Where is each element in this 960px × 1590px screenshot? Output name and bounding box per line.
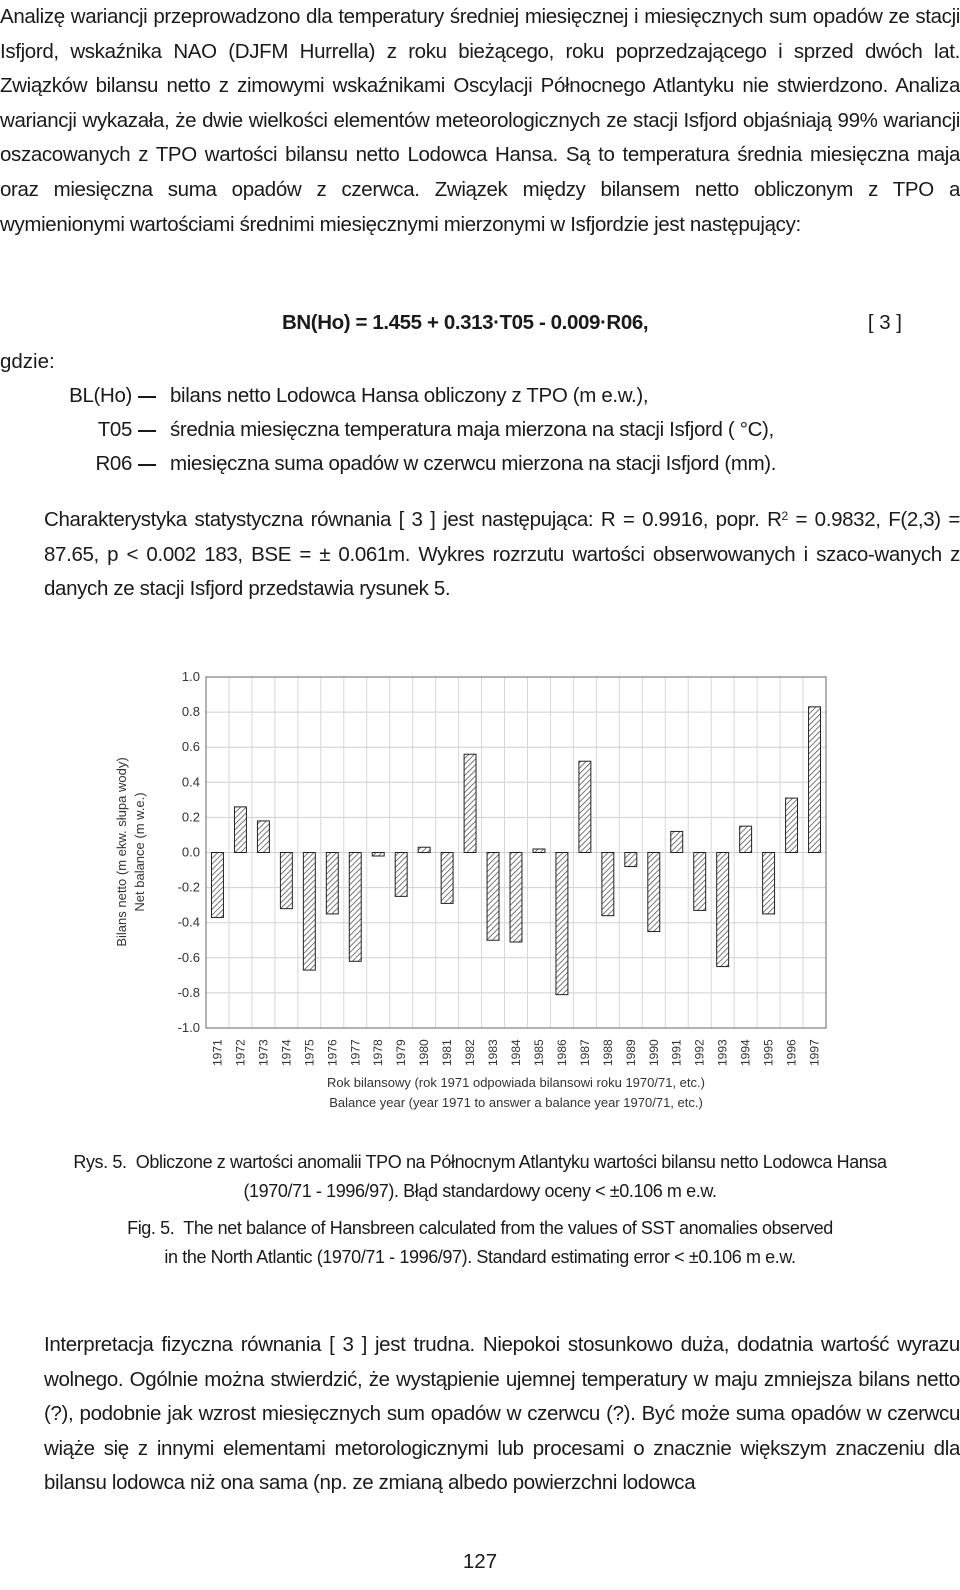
x-tick-label: 1996 bbox=[784, 1039, 799, 1066]
variable-description: bilans netto Lodowca Hansa obliczony z TPO (m e.w.), bbox=[170, 384, 649, 407]
page-number: 127 bbox=[462, 1550, 498, 1573]
bar-1982 bbox=[464, 754, 476, 852]
bar-1974 bbox=[280, 853, 292, 909]
paragraph-interpretation bbox=[0, 1328, 960, 1501]
variable-row bbox=[0, 413, 960, 447]
variable-row bbox=[0, 447, 960, 481]
bar-1989 bbox=[625, 853, 637, 867]
y-tick-label: -0.8 bbox=[177, 984, 200, 1000]
x-tick-label: 1985 bbox=[531, 1039, 546, 1066]
x-tick-label: 1993 bbox=[715, 1039, 730, 1066]
paragraph-intro-text: Analizę wariancji przeprowadzono dla temperatury średniej miesięcznej i miesięcznych sum opadów ze stacji Isfjord, wskaźnika NAO (DJFM Hurrella) z roku bieżącego, roku poprzedzającego i sprzed dwóch lat. Związków bilansu netto z zimowymi wskaźnikami Oscylacji Północnego Atlantyku nie stwierdzono. Analiza wariancji wykazała, że dwie wielkości elementów meteorologicznych ze stacji Isfjord objaśniają 99% wariancji oszacowanych z TPO wartości bilansu netto Lodowca Hansa. Są to temperatura średnia miesięczna maja oraz miesięczna suma opadów z czerwca. Związek między bilansem netto obliczonym z TPO a wymienionymi wartościami średnimi miesięcznymi mierzonymi w Isfjordzie jest następujący: bbox=[0, 5, 960, 236]
x-tick-label: 1980 bbox=[417, 1039, 432, 1066]
bar-1983 bbox=[487, 853, 499, 941]
variable-dash bbox=[138, 396, 156, 398]
variable-row bbox=[0, 379, 960, 413]
bar-1971 bbox=[212, 853, 224, 918]
y-tick-label: 0.0 bbox=[181, 844, 200, 860]
x-tick-label: 1987 bbox=[577, 1039, 592, 1066]
x-tick-label: 1974 bbox=[279, 1039, 294, 1066]
stats-text-part2: = 0.9832, F(2,3) = 87.65, p < 0.002 183, BSE = ± 0.061m. Wykres rozrzutu wartości obserwowanych i szaco-wanych z danych ze stacji Isfjord przedstawia rysunek 5. bbox=[44, 508, 960, 601]
bar-1984 bbox=[510, 853, 522, 943]
caption-pl-text1: Obliczone z wartości anomalii TPO na Północnym Atlantyku wartości bilansu netto Lodowca Hansa bbox=[135, 1152, 887, 1172]
caption-en-line1 bbox=[0, 1214, 960, 1243]
y-axis-label-en: Net balance (m w.e.) bbox=[132, 792, 147, 912]
bar-1979 bbox=[395, 853, 407, 897]
bar-1985 bbox=[533, 849, 545, 853]
y-tick-label: 0.6 bbox=[181, 739, 200, 755]
x-tick-label: 1979 bbox=[394, 1039, 409, 1066]
caption-en-label: Fig. 5. bbox=[127, 1218, 175, 1238]
x-tick-label: 1986 bbox=[554, 1039, 569, 1066]
bar-1992 bbox=[694, 853, 706, 911]
x-tick-label: 1983 bbox=[486, 1039, 501, 1066]
y-tick-label: -1.0 bbox=[177, 1020, 200, 1035]
paragraph-interpretation-text: Interpretacja fizyczna równania [ 3 ] jest trudna. Niepokoi stosunkowo duża, dodatnia wartość wyrazu wolnego. Ogólnie można stwierdzić, że wystąpienie ujemnej temperatury w maju zmniejsza bilans netto (?), podobnie jak wzrost miesięcznych sum opadów w czerwcu (?). Być może suma opadów w czerwcu wiąże się z innymi elementami metorologicznymi lub procesami o znacznie większym znaczeniu dla bilansu lodowca niż ona sama (np. ze zmianą albedo powierzchni lodowca bbox=[44, 1333, 960, 1495]
bar-1994 bbox=[740, 826, 752, 852]
r-squared-superscript: 2 bbox=[781, 509, 788, 523]
bar-1972 bbox=[234, 807, 246, 853]
figure-caption-pl bbox=[0, 1148, 960, 1206]
paragraph-intro bbox=[0, 0, 960, 242]
y-tick-label: 1.0 bbox=[181, 669, 200, 684]
bar-1976 bbox=[326, 853, 338, 914]
bar-1978 bbox=[372, 853, 384, 857]
equation-row bbox=[0, 311, 960, 345]
x-tick-label: 1971 bbox=[210, 1039, 225, 1066]
y-tick-label: 0.4 bbox=[181, 774, 200, 790]
y-tick-label: -0.2 bbox=[177, 879, 200, 895]
x-tick-label: 1989 bbox=[623, 1039, 638, 1066]
x-tick-label: 1977 bbox=[348, 1039, 363, 1066]
bar-1973 bbox=[257, 821, 269, 853]
caption-en-line2: in the North Atlantic (1970/71 - 1996/97). Standard estimating error < ±0.106 m e.w. bbox=[164, 1247, 796, 1267]
figure-5-chart bbox=[96, 657, 860, 1131]
x-tick-label: 1994 bbox=[738, 1039, 753, 1066]
x-tick-label: 1982 bbox=[463, 1039, 478, 1066]
x-tick-label: 1972 bbox=[233, 1039, 248, 1066]
variable-description: średnia miesięczna temperatura maja mierzona na stacji Isfjord ( °C), bbox=[170, 418, 774, 441]
variable-dash bbox=[138, 430, 156, 432]
bar-1981 bbox=[441, 853, 453, 904]
x-tick-label: 1975 bbox=[302, 1039, 317, 1066]
bar-1980 bbox=[418, 847, 430, 852]
paragraph-statistics bbox=[0, 499, 960, 607]
bar-1975 bbox=[303, 853, 315, 971]
bar-1991 bbox=[671, 831, 683, 852]
bar-1977 bbox=[349, 853, 361, 962]
x-axis-label-en: Balance year (year 1971 to answer a balance year 1970/71, etc.) bbox=[329, 1095, 703, 1110]
variable-description: miesięczna suma opadów w czerwcu mierzona na stacji Isfjord (mm). bbox=[170, 452, 777, 475]
x-tick-label: 1992 bbox=[692, 1039, 707, 1066]
variable-symbol: T05 bbox=[97, 418, 132, 441]
x-tick-label: 1973 bbox=[256, 1039, 271, 1066]
x-tick-label: 1988 bbox=[600, 1039, 615, 1066]
where-label: gdzie: bbox=[0, 350, 55, 373]
caption-en-text1: The net balance of Hansbreen calculated from the values of SST anomalies observed bbox=[183, 1218, 833, 1238]
variable-dash bbox=[138, 464, 156, 466]
x-tick-label: 1997 bbox=[807, 1039, 822, 1066]
figure-caption-en bbox=[0, 1214, 960, 1272]
x-tick-label: 1978 bbox=[371, 1039, 386, 1066]
x-tick-label: 1981 bbox=[440, 1039, 455, 1066]
variable-symbol: R06 bbox=[95, 452, 132, 475]
caption-pl-label: Rys. 5. bbox=[73, 1152, 127, 1172]
x-tick-label: 1990 bbox=[646, 1039, 661, 1066]
y-tick-label: 0.2 bbox=[181, 809, 200, 825]
paragraph-statistics-text bbox=[0, 499, 960, 607]
variable-symbol: BL(Ho) bbox=[69, 384, 132, 407]
x-tick-label: 1984 bbox=[509, 1039, 523, 1066]
x-tick-label: 1991 bbox=[669, 1039, 684, 1066]
bar-1988 bbox=[602, 853, 614, 916]
net-balance-bar-chart bbox=[96, 657, 860, 1131]
stats-text-part1: Charakterystyka statystyczna równania [ 3 ] jest następująca: R = 0.9916, popr. R bbox=[44, 508, 782, 531]
x-tick-label: 1976 bbox=[325, 1039, 340, 1066]
y-tick-label: -0.4 bbox=[177, 914, 200, 930]
bar-1986 bbox=[556, 853, 568, 995]
bar-1993 bbox=[717, 853, 729, 967]
equation-number: [ 3 ] bbox=[867, 311, 902, 334]
caption-pl-line2: (1970/71 - 1996/97). Błąd standardowy oceny < ±0.106 m e.w. bbox=[243, 1181, 717, 1201]
y-tick-label: 0.8 bbox=[181, 704, 200, 720]
y-tick-label: -0.6 bbox=[177, 949, 200, 965]
bar-1995 bbox=[763, 853, 775, 914]
y-axis-label-pl: Bilans netto (m ekw. słupa wody) bbox=[114, 757, 129, 947]
equation-formula: BN(Ho) = 1.455 + 0.313·T05 - 0.009·R06, bbox=[282, 311, 649, 334]
bar-1990 bbox=[648, 853, 660, 932]
bar-1996 bbox=[786, 798, 798, 852]
x-axis-label-pl: Rok bilansowy (rok 1971 odpowiada bilansowi roku 1970/71, etc.) bbox=[327, 1075, 705, 1090]
bar-1987 bbox=[579, 761, 591, 852]
bar-1997 bbox=[809, 707, 821, 853]
x-tick-label: 1995 bbox=[761, 1039, 776, 1066]
caption-pl-line1 bbox=[0, 1148, 960, 1177]
